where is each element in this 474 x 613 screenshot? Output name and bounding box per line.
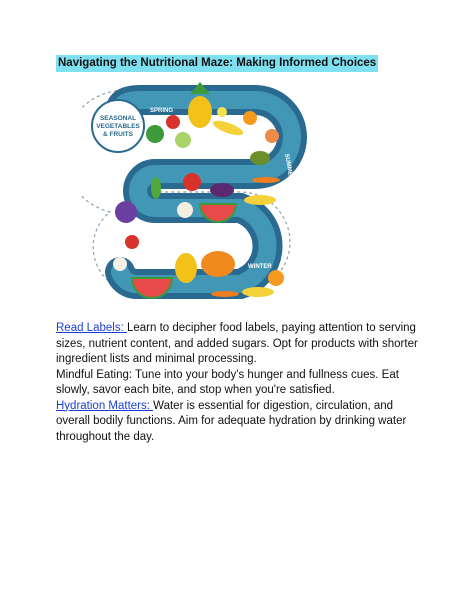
garlic-icon [113, 257, 127, 271]
banana-icon [211, 118, 244, 138]
mindful-eating-text: Mindful Eating: Tune into your body's hunger and fullness cues. Eat slowly, savor each bite, and stop when you're satisfied. [56, 368, 399, 396]
season-winter: WINTER [248, 264, 272, 270]
cabbage-icon [175, 132, 191, 148]
season-spring: SPRING [150, 108, 174, 114]
illustration-svg [80, 82, 320, 312]
body-text [56, 321, 428, 445]
grapes-icon [115, 201, 137, 223]
carrot-2-icon [211, 291, 239, 297]
corn-icon [244, 195, 276, 205]
paragraph-hydration [56, 399, 428, 446]
pineapple-icon [188, 96, 212, 128]
read-labels-text: Learn to decipher food labels, paying attention to serving sizes, nutrient content, and added sugars. Opt for products with shorter ingredient lists and minimal processing. [56, 322, 418, 365]
tomato-icon [183, 173, 201, 191]
orange-2-icon [268, 270, 284, 286]
broccoli-icon [146, 125, 164, 143]
badge-line-1: SEASONAL [99, 115, 137, 122]
badge-line-3: & FRUITS [103, 131, 133, 138]
pineapple-2-icon [175, 253, 197, 283]
page-heading: Navigating the Nutritional Maze: Making Informed Choices [56, 55, 378, 72]
hydration-matters-link[interactable]: Hydration Matters: [56, 399, 154, 412]
hydration-text: Water is essential for digestion, circulation, and overall bodily functions. Aim for adequate hydration by drinking water throughout the day. [56, 399, 407, 443]
orange-icon [243, 111, 257, 125]
avocado-icon [250, 151, 270, 165]
seasonal-produce-illustration [80, 82, 320, 312]
pumpkin-icon [201, 251, 235, 277]
season-summer: SUMMER [283, 153, 294, 181]
badge-line-2: VEGETABLES [96, 123, 140, 130]
cauliflower-icon [177, 202, 193, 218]
carrot-icon [252, 177, 280, 183]
lemon-icon [217, 107, 227, 117]
season-autumn: AUTUMN [98, 226, 104, 252]
peach-icon [265, 129, 279, 143]
read-labels-link[interactable]: Read Labels: [56, 322, 127, 334]
apple-2-icon [125, 235, 139, 249]
paragraph-mindful-eating [56, 368, 428, 399]
cucumber-icon [151, 177, 161, 199]
eggplant-icon [210, 183, 234, 197]
paragraph-read-labels [56, 321, 428, 368]
banana-2-icon [242, 287, 274, 297]
apple-icon [166, 115, 180, 129]
